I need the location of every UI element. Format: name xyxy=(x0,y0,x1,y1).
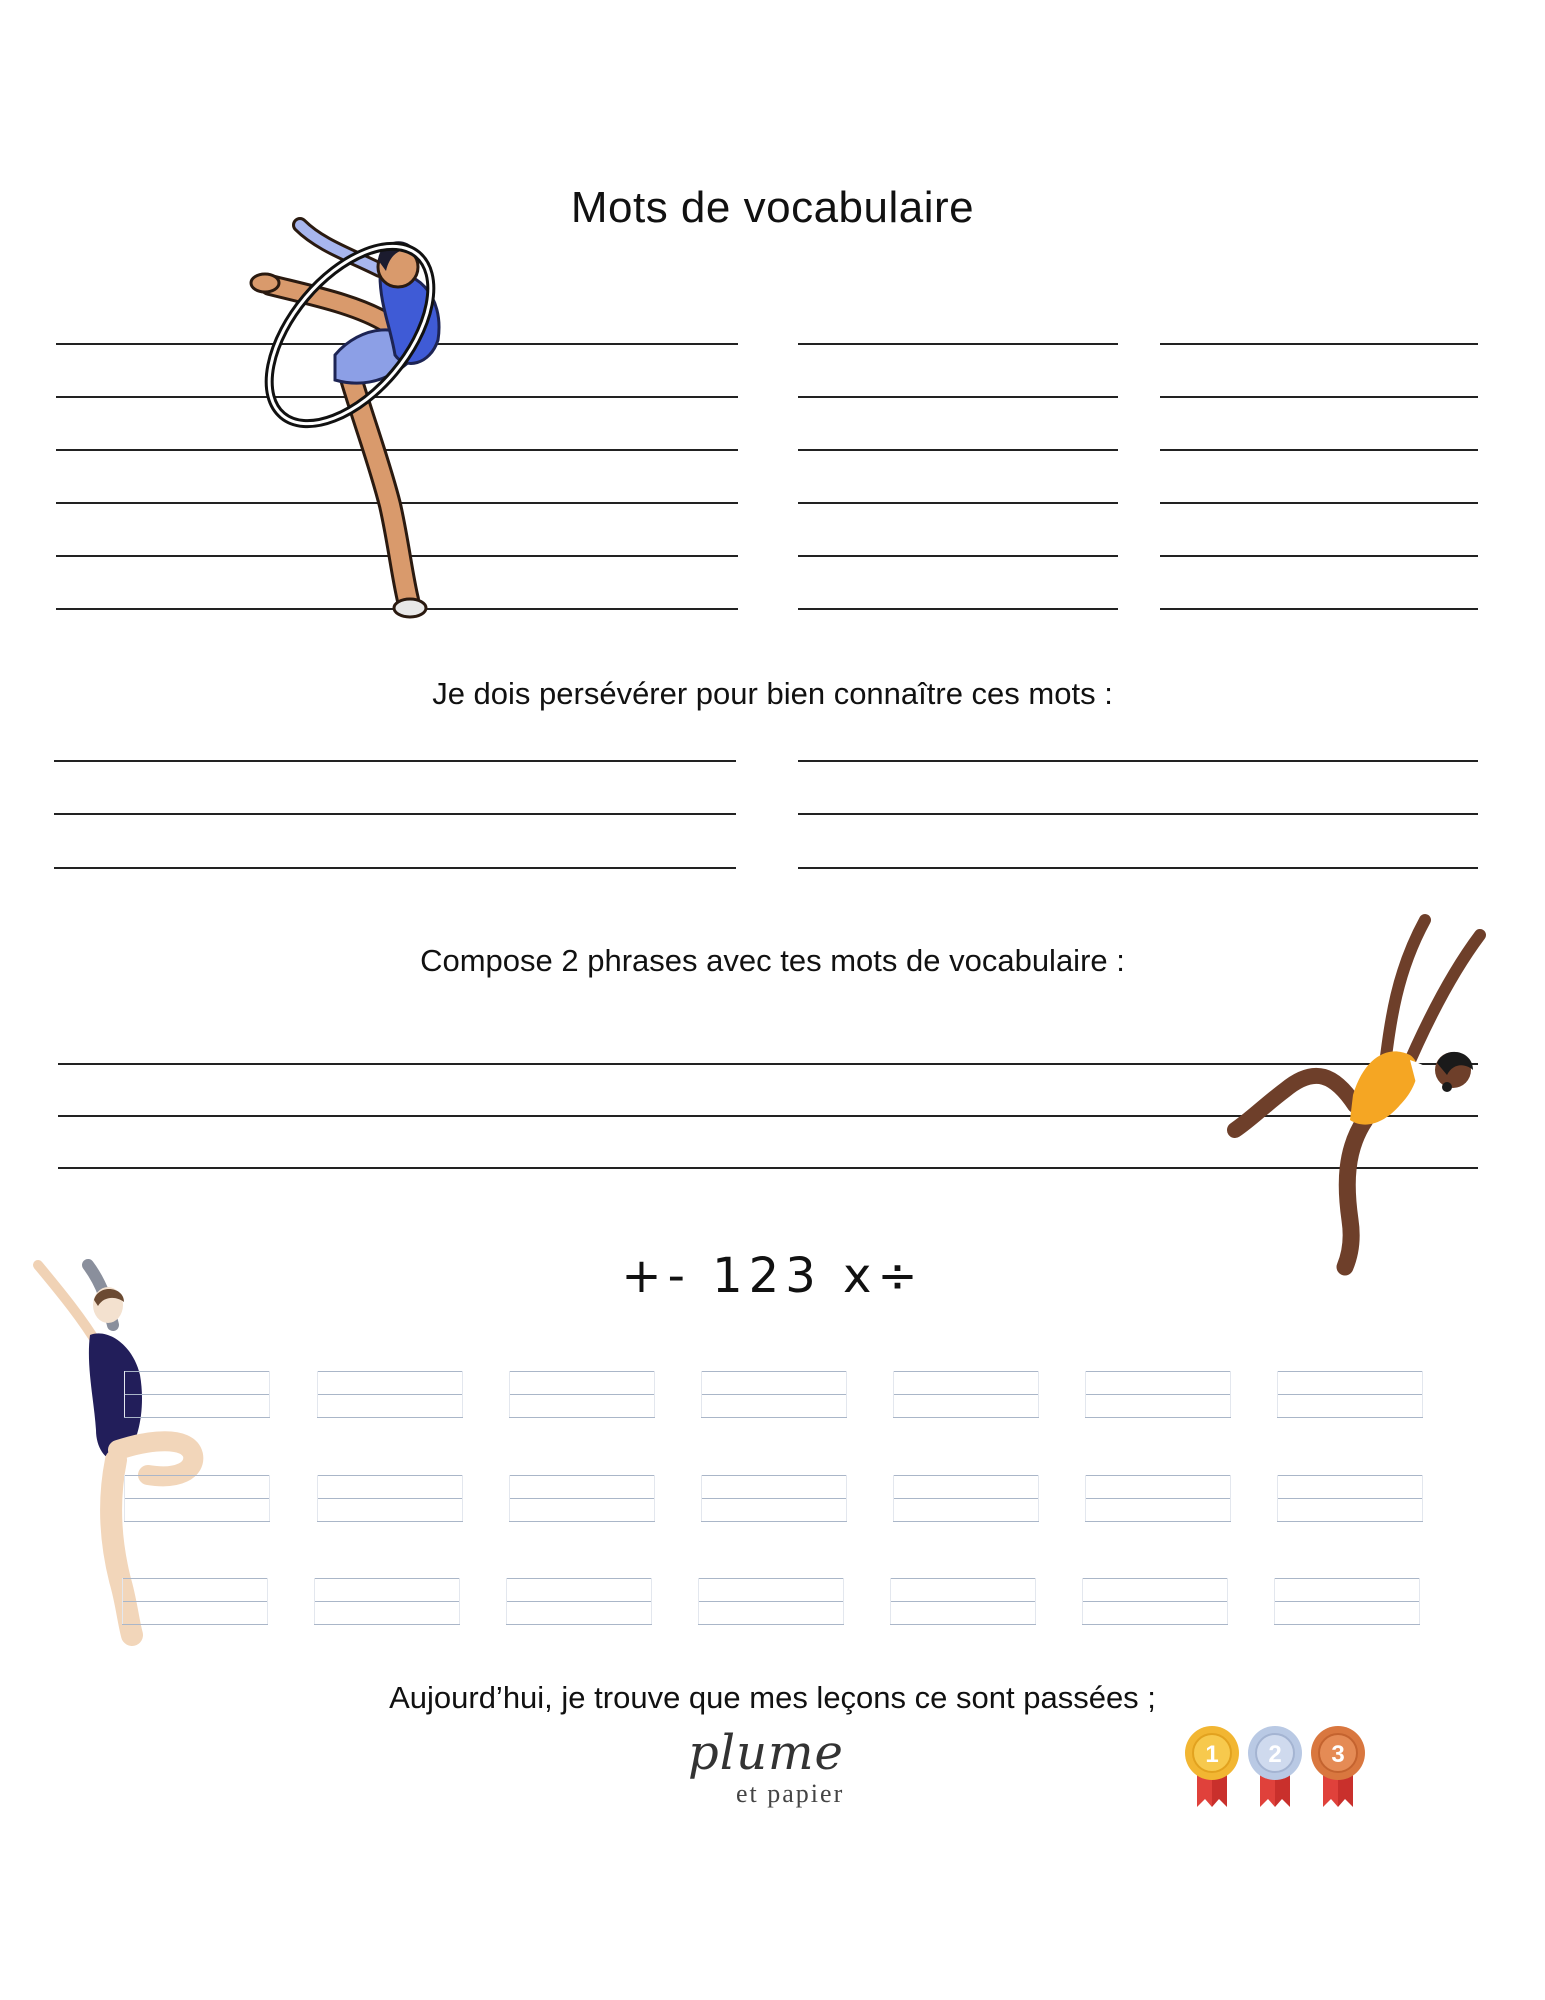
math-answer-box[interactable] xyxy=(1085,1475,1231,1521)
math-answer-box[interactable] xyxy=(509,1371,655,1417)
bronze-medal-label: 3 xyxy=(1331,1741,1345,1768)
persevere-line[interactable] xyxy=(54,760,736,762)
vocab-line[interactable] xyxy=(1160,343,1478,345)
vocab-line[interactable] xyxy=(798,396,1118,398)
persevere-line[interactable] xyxy=(54,813,736,815)
persevere-prompt: Je dois persévérer pour bien connaître ces mots : xyxy=(432,676,1113,711)
vocab-line[interactable] xyxy=(798,449,1118,451)
persevere-line[interactable] xyxy=(798,760,1478,762)
page-title: Mots de vocabulaire xyxy=(570,183,975,232)
logo-subtitle: et papier xyxy=(736,1779,845,1808)
gymnast-yellow-illustration xyxy=(1225,905,1505,1275)
math-answer-box[interactable] xyxy=(701,1475,847,1521)
math-answer-box[interactable] xyxy=(122,1578,268,1624)
math-answer-box[interactable] xyxy=(698,1578,844,1624)
persevere-line[interactable] xyxy=(798,813,1478,815)
math-symbols-heading: +- 123 x÷ xyxy=(621,1248,924,1304)
vocab-line[interactable] xyxy=(798,502,1118,504)
gold-medal-label: 1 xyxy=(1205,1741,1219,1768)
math-answer-box[interactable] xyxy=(124,1475,270,1521)
math-answer-box[interactable] xyxy=(506,1578,652,1624)
math-answer-box[interactable] xyxy=(124,1371,270,1417)
bronze-medal-icon[interactable] xyxy=(1309,1725,1367,1809)
vocab-line[interactable] xyxy=(1160,502,1478,504)
math-answer-box[interactable] xyxy=(701,1371,847,1417)
math-answer-box[interactable] xyxy=(1277,1475,1423,1521)
silver-medal-icon[interactable] xyxy=(1246,1725,1304,1809)
vocab-line[interactable] xyxy=(1160,608,1478,610)
persevere-line[interactable] xyxy=(54,867,736,869)
vocab-line[interactable] xyxy=(798,343,1118,345)
silver-medal-label: 2 xyxy=(1268,1741,1282,1768)
gold-medal-icon[interactable] xyxy=(1183,1725,1241,1809)
math-answer-box[interactable] xyxy=(317,1371,463,1417)
math-answer-box[interactable] xyxy=(1082,1578,1228,1624)
feeling-prompt: Aujourd’hui, je trouve que mes leçons ce sont passées ; xyxy=(389,1680,1156,1715)
math-answer-box[interactable] xyxy=(314,1578,460,1624)
math-answer-box[interactable] xyxy=(317,1475,463,1521)
vocab-line[interactable] xyxy=(798,608,1118,610)
math-answer-box[interactable] xyxy=(890,1578,1036,1624)
math-answer-box[interactable] xyxy=(509,1475,655,1521)
gymnast-hoop-illustration xyxy=(230,205,470,625)
vocab-line[interactable] xyxy=(1160,396,1478,398)
math-answer-box[interactable] xyxy=(893,1371,1039,1417)
vocab-line[interactable] xyxy=(1160,555,1478,557)
math-answer-box[interactable] xyxy=(1277,1371,1423,1417)
compose-prompt: Compose 2 phrases avec tes mots de vocabulaire : xyxy=(420,943,1125,978)
math-answer-box[interactable] xyxy=(1274,1578,1420,1624)
math-answer-box[interactable] xyxy=(893,1475,1039,1521)
persevere-line[interactable] xyxy=(798,867,1478,869)
logo-script-text: plume xyxy=(688,1725,844,1781)
math-answer-box[interactable] xyxy=(1085,1371,1231,1417)
plume-et-papier-logo xyxy=(680,1725,880,1815)
vocab-line[interactable] xyxy=(1160,449,1478,451)
vocab-line[interactable] xyxy=(798,555,1118,557)
